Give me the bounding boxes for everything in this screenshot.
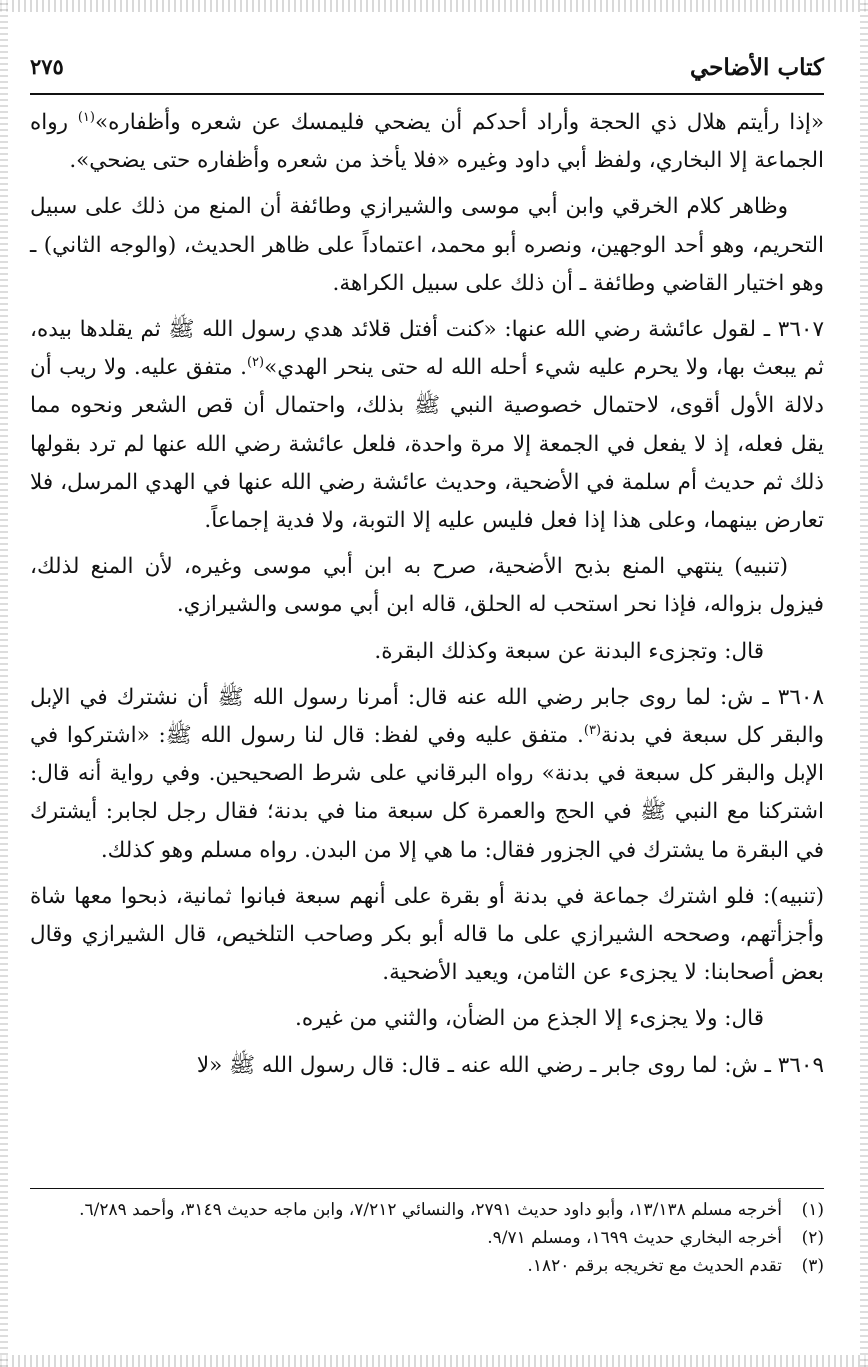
decorative-border-right xyxy=(860,0,868,1367)
footnote-text: تقدم الحديث مع تخريجه برقم ١٨٢٠. xyxy=(527,1256,782,1276)
footnote-rule xyxy=(30,1188,824,1189)
decorative-border-left xyxy=(0,0,8,1367)
footnote-marker-1: (١) xyxy=(77,109,95,125)
footnote-marker-2: (٢) xyxy=(246,355,265,371)
footnote-number: (٢) xyxy=(801,1228,824,1248)
paragraph-4: (تنبيه) ينتهي المنع بذبح الأضحية، صرح به ابن أبي موسى وغيره، لأن المنع لذلك، فيزول بزواله، فإذا نحر استحب له الحلق، قاله ابن أبي موسى والشيرازي. xyxy=(30,554,824,618)
footnote-1 xyxy=(30,1196,824,1224)
decorative-border-top xyxy=(0,0,868,12)
paragraph-1: «إذا رأيتم هلال ذي الحجة وأراد أحدكم أن يضحي فليمسك عن شعره وأظفاره»$^{(١)}$ رواه الجماعة إلا البخاري، ولفظ أبي داود وغيره «فلا يأخذ من شعره وأظفاره حتى يضحي». xyxy=(30,109,824,174)
book-title: كتاب الأضاحي xyxy=(690,54,824,81)
paragraph-9: ٣٦٠٩ ـ ش: لما روى جابر ـ رضي الله عنه ـ قال: قال رسول الله ﷺ «لا xyxy=(196,1052,824,1078)
main-text xyxy=(30,104,824,1085)
paragraph-7: (تنبيه): فلو اشترك جماعة في بدنة أو بقرة على أنهم سبعة فبانوا ثمانية، ذبحوا معها شاة وأجزأتهم، وصححه الشيرازي على ما قاله أبو بكر وصاحب التلخيص، قال الشيرازي وقال بعض أصحابنا: لا يجزىء عن الثامن، ويعيد الأضحية. xyxy=(30,883,824,986)
paragraph-3: ٣٦٠٧ ـ لقول عائشة رضي الله عنها: «كنت أفتل قلائد هدي رسول الله ﷺ ثم يقلدها بيده، ثم يبعث بها، ولا يحرم عليه شيء أحله الله له حتى ينحر الهدي»$^{(٢)}$. متفق عليه. ولا ريب أن دلالة الأول أقوى، لاحتمال خصوصية النبي ﷺ بذلك، واحتمال أن قص الشعر ونحوه مما يقل فعله، إذ لا يفعل في الجمعة إلا مرة واحدة، فلعل عائشة رضي الله عنها لم ترد بقولها ذلك ثم حديث أم سلمة في الأضحية، وحديث عائشة رضي الله عنها في الهدي المرسل، فلا تعارض بينهما، وعلى هذا إذا فعل فليس عليه إلا التوبة، ولا فدية إجماعاً. xyxy=(30,317,824,534)
decorative-border-bottom xyxy=(0,1355,868,1367)
paragraph-2: وظاهر كلام الخرقي وابن أبي موسى والشيرازي وطائفة أن المنع من ذلك على سبيل التحريم، وهو أحد الوجهين، ونصره أبو محمد، اعتماداً على ظاهر الحديث، (والوجه الثاني) ـ وهو اختيار القاضي وطائفة ـ أن ذلك على سبيل الكراهة. xyxy=(30,194,824,296)
page-header xyxy=(30,46,824,86)
footnote-text: أخرجه البخاري حديث ١٦٩٩، ومسلم ٩/٧١. xyxy=(487,1228,782,1248)
paragraph-5: قال: وتجزىء البدنة عن سبعة وكذلك البقرة. xyxy=(374,638,764,664)
footnote-marker-3: (٣) xyxy=(583,722,602,738)
paragraph-8: قال: ولا يجزىء إلا الجذع من الضأن، والثني من غيره. xyxy=(295,1006,764,1032)
footnote-3 xyxy=(30,1252,824,1280)
footnote-number: (٣) xyxy=(801,1256,824,1276)
footnotes xyxy=(30,1196,824,1280)
header-rule xyxy=(30,93,824,95)
footnote-text: أخرجه مسلم ١٣/١٣٨، وأبو داود حديث ٢٧٩١، والنسائي ٧/٢١٢، وابن ماجه حديث ٣١٤٩، وأحمد ٦/٢٨٩. xyxy=(79,1200,782,1220)
paragraph-6: ٣٦٠٨ ـ ش: لما روى جابر رضي الله عنه قال: أمرنا رسول الله ﷺ أن نشترك في الإبل والبقر كل سبعة في بدنة$^{(٣)}$. متفق عليه وفي لفظ: قال لنا رسول الله ﷺ: «اشتركوا في الإبل والبقر كل سبعة في بدنة» رواه البرقاني على شرط الصحيحين. وفي رواية أنه قال: اشتركنا مع النبي ﷺ في الحج والعمرة كل سبعة منا في بدنة؛ فقال رجل لجابر: أيشترك في البقرة ما يشترك في الجزور فقال: ما هي إلا من البدن. رواه مسلم وهو كذلك. xyxy=(30,684,824,863)
footnote-2 xyxy=(30,1224,824,1252)
footnote-number: (١) xyxy=(801,1200,824,1220)
page-number: ٢٧٥ xyxy=(30,54,64,79)
